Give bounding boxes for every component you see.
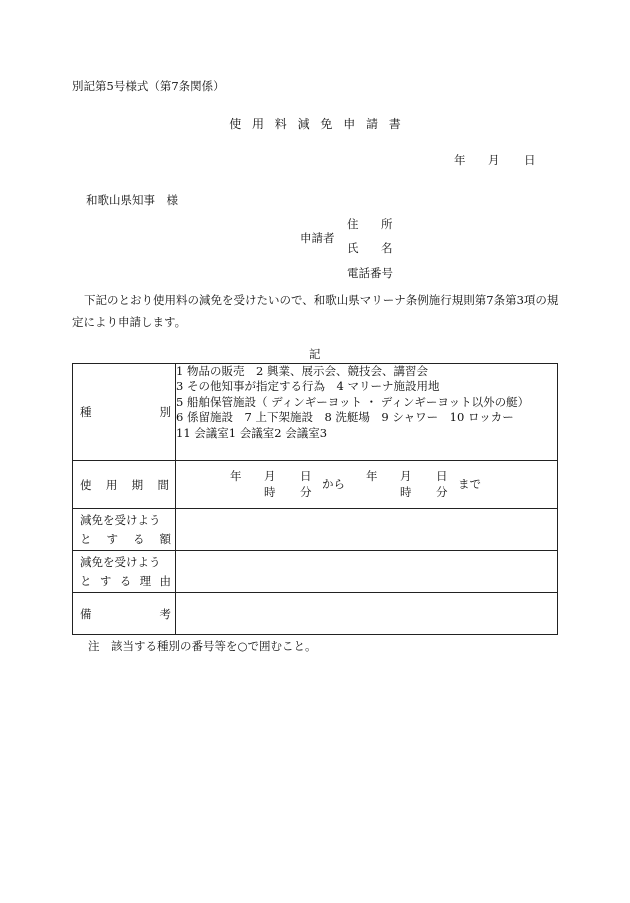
from-day: 日 (300, 469, 312, 483)
type-label-1: 種 (80, 405, 92, 419)
type-label-2: 別 (159, 405, 171, 419)
remarks-label-1: 備 (80, 606, 92, 621)
reason-label-char: と (80, 573, 92, 588)
type-option-line: 1 物品の販売 2 興業、展示会、競技会、講習会 (176, 364, 428, 378)
from-hour: 時 (264, 485, 276, 499)
application-table (72, 363, 558, 635)
reason-label-char: す (99, 573, 112, 588)
until-minute: 分 (436, 485, 448, 499)
from-year: 年 (230, 469, 242, 483)
name-label-2: 名 (381, 241, 393, 255)
request-paragraph: 下記のとおり使用料の減免を受けたいので、和歌山県マリーナ条例施行規則第7条第3項の規定により申請します。 (72, 293, 559, 329)
amount-label-char: 額 (159, 531, 171, 546)
amount-label-char: す (106, 531, 118, 546)
until-month: 月 (400, 469, 412, 483)
amount-label-char: と (80, 531, 92, 546)
applicant-label: 申請者 (300, 231, 335, 245)
addressee: 和歌山県知事 様 (86, 193, 178, 207)
date-day: 日 (524, 153, 536, 167)
type-header (73, 364, 176, 461)
type-options[interactable] (176, 364, 558, 461)
reason-label-line1: 減免を受けよう (80, 554, 161, 569)
address-label-1: 住 (347, 217, 359, 231)
period-label-4: 間 (157, 477, 169, 492)
period-label-2: 用 (105, 477, 118, 492)
amount-label-line1: 減免を受けよう (80, 512, 161, 527)
document-title: 使用料減免申請書 (229, 117, 412, 131)
footnote: 注 該当する種別の番号等を○で囲むこと。 (88, 639, 317, 653)
ki-heading: 記 (309, 347, 321, 361)
reason-header (73, 551, 176, 593)
address-label-2: 所 (381, 217, 393, 231)
period-label-3: 期 (131, 477, 144, 492)
period-label-1: 使 (80, 477, 92, 492)
amount-label-char: る (133, 531, 145, 546)
from-month: 月 (264, 469, 276, 483)
type-option-line: 5 船舶保管施設（ ディンギーヨット ・ ディンギーヨット以外の艇） (176, 394, 530, 409)
remarks-field[interactable] (176, 593, 558, 635)
phone-label: 電話番号 (347, 266, 393, 280)
type-option-line: 11 会議室1 会議室2 会議室3 (176, 425, 328, 440)
remarks-label-2: 考 (159, 606, 171, 621)
period-header (73, 461, 176, 509)
period-field[interactable] (176, 461, 558, 509)
form-number: 別記第5号様式（第7条関係） (72, 79, 225, 93)
date-month: 月 (488, 153, 500, 167)
type-option-line: 6 係留施設 7 上下架施設 8 洗艇場 9 シャワー 10 ロッカー (176, 410, 514, 425)
until-day: 日 (436, 469, 448, 483)
amount-header (73, 509, 176, 551)
date-year: 年 (454, 153, 466, 167)
reason-label-char: る (119, 573, 132, 588)
name-label-1: 氏 (347, 241, 359, 255)
type-option-line: 3 その他知事が指定する行為 4 マリーナ施設用地 (176, 379, 440, 394)
from-minute: 分 (300, 485, 312, 499)
remarks-header (73, 593, 176, 635)
reason-label-char: 理 (139, 573, 152, 588)
until-text: まで (458, 477, 481, 491)
from-text: から (322, 477, 345, 491)
amount-field[interactable] (176, 509, 558, 551)
until-hour: 時 (400, 485, 412, 499)
until-year: 年 (366, 469, 378, 483)
reason-label-char: 由 (159, 573, 171, 588)
reason-field[interactable] (176, 551, 558, 593)
